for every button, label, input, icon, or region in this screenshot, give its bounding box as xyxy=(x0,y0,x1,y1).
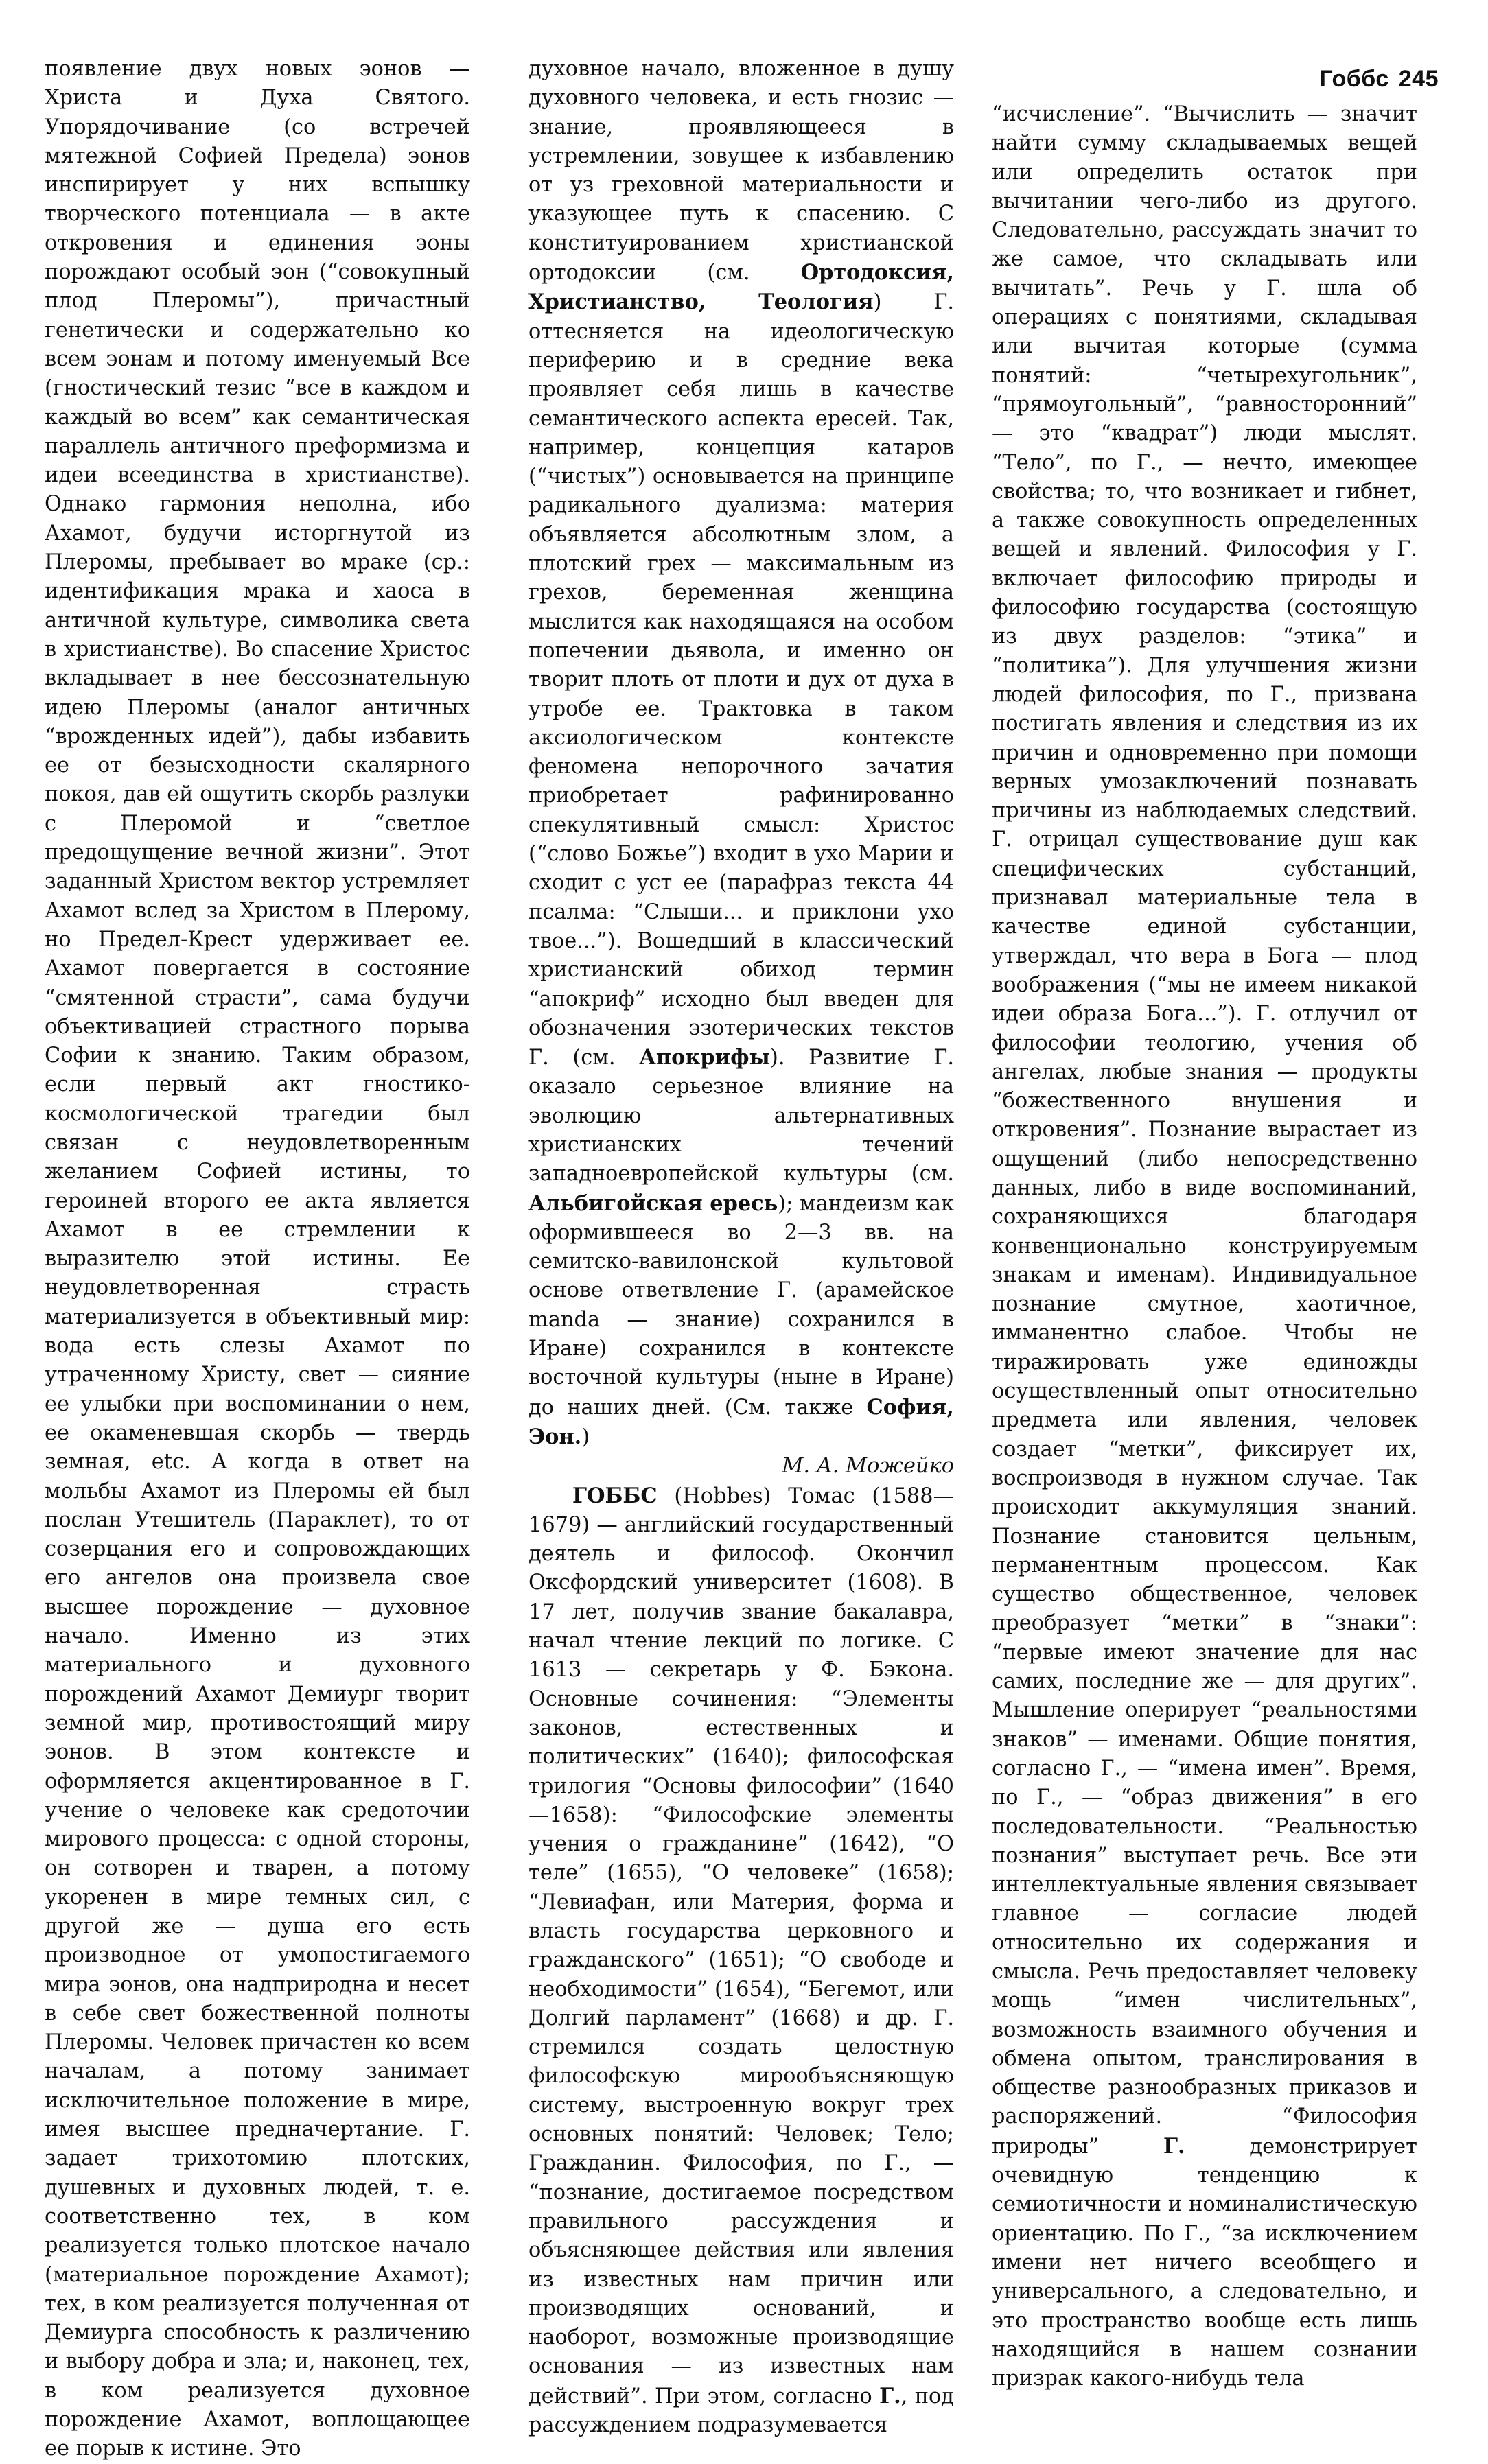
cross-reference: Апокрифы xyxy=(639,1045,770,1070)
entry-abbrev: Г. xyxy=(879,2383,901,2408)
column-2 xyxy=(528,55,954,2440)
hobbes-entry xyxy=(528,1481,954,2441)
column-3 xyxy=(992,100,1417,2393)
body-text: ). Развитие Г. оказало серьезное влияние на эволюцию альтернативных христианских течений западноевропейской культуры (см. xyxy=(528,1046,954,1186)
body-text: “исчисление”. “Вычислить — значит найти сумму складываемых вещей или определить остаток при вычитании чего-либо из другого. Следовательно, рассуждать значит то же самое, что складывать или вычитать”. Речь у Г. шла об операциях с понятиями, складывая или вычитая которые (сумма понятий: “четырехугольник”, “прямоугольный”, “равносторонний” — это “квадрат”) люди мыслят. “Тело”, по Г., — нечто, имеющее свойства; то, что возникает и гибнет, а также совокупность определенных вещей и явлений. Философия у Г. включает философию природы и философию государства (состоящую из двух разделов: “этика” и “политика”). Для улучшения жизни людей философия, по Г., призвана постигать явления и следствия из их причин и одновременно при помощи верных умозаключений познавать причины из наблюдаемых следствий. Г. отрицал существование душ как специфических субстанций, признавал материальные тела в качестве единой субстанции, утверждал, что вера в Бога — плод воображения (“мы не имеем никакой идеи образа Бога...”). Г. отлучил от философии теологию, учения об ангелах, любые знания — продукты “божественного внушения и откровения”. Познание вырастает из ощущений (либо непосредственно данных, либо в виде воспоминаний, сохраняющихся благодаря конвенционально конструируемым знакам и именам). Индивидуальное познание смутное, хаотичное, имманентно слабое. Чтобы не тиражировать уже единожды осуществленный опыт относительно предмета или явления, человек создает “метки”, фиксирует их, воспроизводя в нужном случае. Так происходит аккумуляция знаний. Познание становится цельным, перманентным процессом. Как существо общественное, человек преобразует “метки” в “знаки”: “первые имеют значение для нас самих, последние же — для других”. Мышление оперирует “реальностями знаков” — именами. Общие понятия, согласно Г., — “имена имен”. Время, по Г., — “образ движения” в его последовательности. “Реальностью познания” выступает речь. Все эти интеллектуальные явления связывает главное — согласие людей относительно их содержания и смысла. Речь предоставляет человеку мощь “имен числительных”, возможность взаимного обучения и обмена опытом, транслирования в обществе разнообразных приказов и распоряжений. “Философия природы” xyxy=(992,102,1417,2159)
column-2-paragraph xyxy=(528,55,954,1452)
body-text: демонстрирует очевидную тенденцию к семиотичности и номиналистическую ориентацию. По Г., “за исключением имени нет ничего всеобщего и универсального, а следовательно, и это пространство вообще есть лишь находящийся в нашем сознании призрак какого-нибудь тела xyxy=(992,2134,1417,2391)
body-text: духовное начало, вложенное в душу духовного человека, и есть гнозис — знание, проявляющееся в устремлении, зовущее к избавлению от уз греховной материальности и указующее путь к спасению. С конституированием христианской ортодоксии (см. xyxy=(528,57,954,285)
column-3-text xyxy=(992,100,1417,2393)
page-number: 245 xyxy=(1398,66,1439,92)
entry-text: (Hobbes) Томас (1588—1679) — английский государственный деятель и философ. Окончил Оксфордский университет (1608). В 17 лет, получив звание бакалавра, начал чтение лекций по логике. С 1613 — секретарь у Ф. Бэкона. Основные сочинения: “Элементы законов, естественных и политических” (1640); философская трилогия “Основы философии” (1640—1658): “Философские элементы учения о гражданине” (1642), “О теле” (1655), “О человеке” (1658); “Левиафан, или Материя, форма и власть государства церковного и гражданского” (1651); “О свободе и необходимости” (1654), “Бегемот, или Долгий парламент” (1668) и др. Г. стремился создать целостную философскую мирообъясняющую систему, выстроенную вокруг трех основных понятий: Человек; Тело; Гражданин. Философия, по Г., — “познание, достигаемое посредством правильного рассуждения и объясняющее действия или явления из известных нам причин или производящих оснований, и наоборот, возможные производящие основания — из известных нам действий”. При этом, согласно xyxy=(528,1483,954,2408)
article-author: М. А. Можейко xyxy=(782,1454,954,1479)
running-header xyxy=(1319,66,1439,93)
header-title: Гоббс xyxy=(1319,66,1389,92)
entry-abbrev: Г. xyxy=(1163,2133,1185,2159)
body-text: ) Г. оттесняется на идеологическую периферию и в средние века проявляет себя лишь в качестве семантического аспекта ересей. Так, например, концепция катаров (“чистых”) основывается на принципе радикального дуализма: материя объявляется абсолютным злом, а плотский грех — максимальным из грехов, беременная женщина мыслится как находящаяся на особом попечении дьявола, и именно он творит плоть от плоти и дух от духа в утробе ее. Трактовка в таком аксиологическом контексте феномена непорочного зачатия приобретает рафинированно спекулятивный смысл: Христос (“слово Божье”) входит в ухо Марии и сходит с уст ее (парафраз текста 44 псалма: “Слыши... и приклони ухо твое...”). Вошедший в классический христианский обиход термин “апокриф” исходно был введен для обозначения эзотерических текстов Г. (см. xyxy=(528,290,954,1070)
body-text: ) xyxy=(581,1424,590,1449)
cross-reference: Альбигойская ересь xyxy=(528,1190,778,1216)
cross-reference: София, Эон. xyxy=(528,1394,954,1449)
entry-headword: ГОББС xyxy=(572,1483,658,1508)
entry-text: , под рассуждением подразумевается xyxy=(528,2384,954,2438)
body-text: ); мандеизм как оформившееся во 2—3 вв. на семитско-вавилонской культовой основе ответвление Г. (арамейское manda — знание) сохранился в Иране) сохранился в контексте восточной культуры (ныне в Иране) до наших дней. (См. также xyxy=(528,1191,955,1420)
column-1 xyxy=(45,55,470,2464)
cross-reference: Ортодоксия, Христианство, Теология xyxy=(528,260,954,315)
column-1-text: появление двух новых эонов — Христа и Духа Святого. Упорядочивание (со встречей мятежной Софией Предела) эонов инспирирует у них вспышку творческого потенциала — в акте откровения и единения эоны порождают особый эон (“совокупный плод Плеромы”), причастный генетически и содержательно ко всем эонам и потому именуемый Все (гностический тезис “все в каждом и каждый во всем” как семантическая параллель античного преформизма и идеи всеединства в христианстве). Однако гармония неполна, ибо Ахамот, будучи исторгнутой из Плеромы, пребывает во мраке (ср.: идентификация мрака и хаоса в античной культуре, символика света в христианстве). Во спасение Христос вкладывает в нее бессознательную идею Плеромы (аналог античных “врожденных идей”), дабы избавить ее от безысходности скалярного покоя, дав ей ощутить скорбь разлуки с Плеромой и “светлое предощущение вечной жизни”. Этот заданный Христом вектор устремляет Ахамот вслед за Христом в Плерому, но Предел-Крест удерживает ее. Ахамот повергается в состояние “смятенной страсти”, сама будучи объективацией страстного порыва Софии к знанию. Таким образом, если первый акт гностико-космологической трагедии был связан с неудовлетворенным желанием Софией истины, то героиней второго ее акта является Ахамот в ее стремлении к выразителю этой истины. Ее неудовлетворенная страсть материализуется в объективный мир: вода есть слезы Ахамот по утраченному Христу, свет — сияние ее улыбки при воспоминании о нем, ее окаменевшая скорбь — твердь земная, etc. А когда в ответ на мольбы Ахамот из Плеромы ей был послан Утешитель (Параклет), то от созерцания его и сопровождающих его ангелов она произвела свое высшее порождение — духовное начало. Именно из этих материального и духовного порождений Ахамот Демиург творит земной мир, противостоящий миру эонов. В этом контексте и оформляется акцентированное в Г. учение о человеке как средоточии мирового процесса: с одной стороны, он сотворен и тварен, а потому укоренен в мире темных сил, с другой же — душа его есть производное от умопостигаемого мира эонов, она надприродна и несет в себе свет божественной полноты Плеромы. Человек причастен ко всем началам, а потому занимает исключительное положение в мире, имея высшее предначертание. Г. задает трихотомию плотских, душевных и духовных людей, т. е. соответственно тех, в ком реализуется только плотское начало (материальное порождение Ахамот); тех, в ком реализуется полученная от Демиурга способность к различению и выбору добра и зла; и, наконец, тех, в ком реализуется духовное порождение Ахамот, воплощающее ее порыв к истине. Это xyxy=(45,57,470,2461)
